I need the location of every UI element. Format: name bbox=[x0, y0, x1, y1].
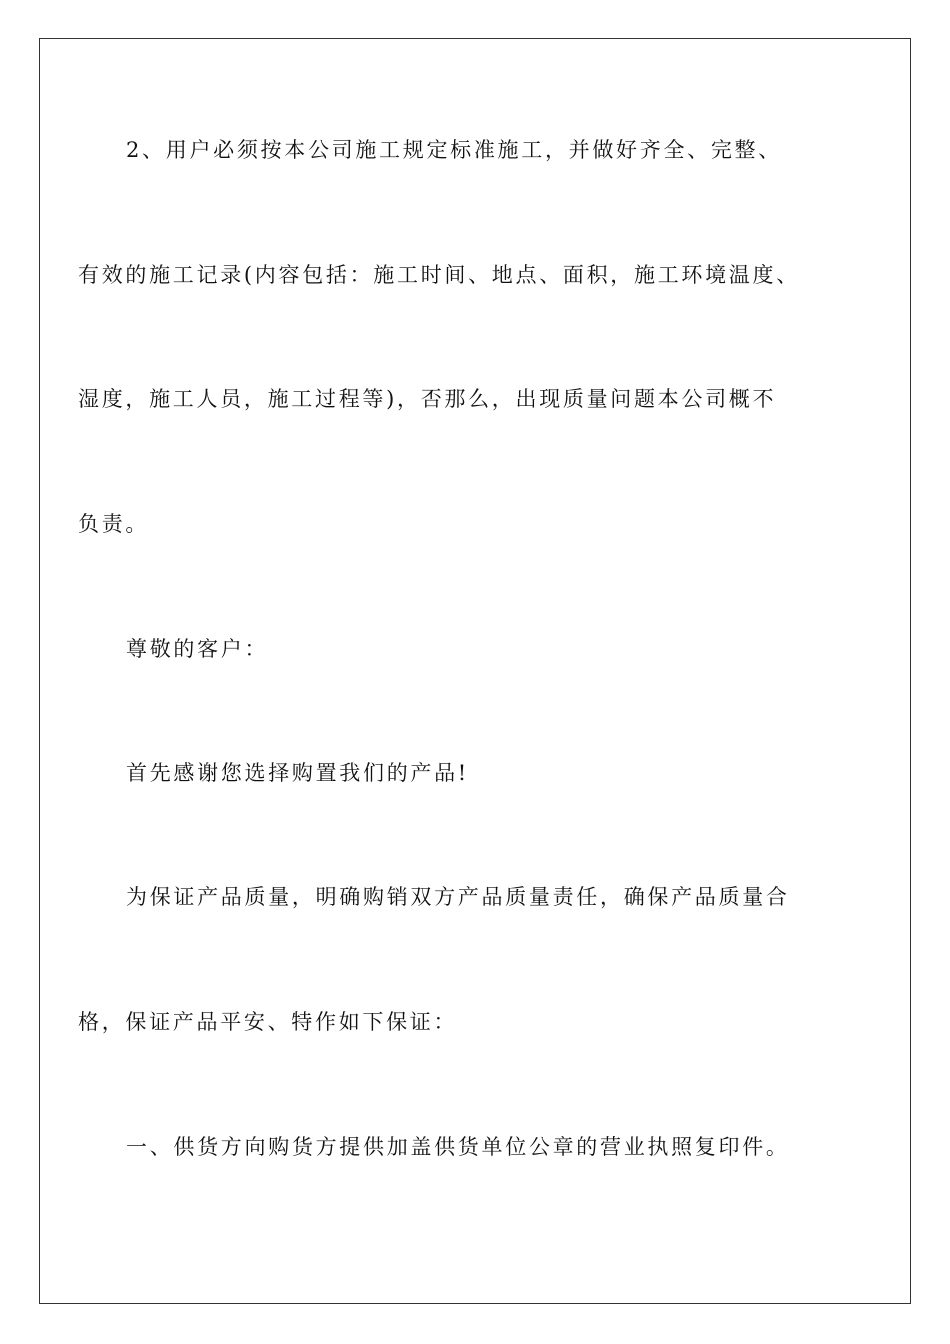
greeting-line: 尊敬的客户： bbox=[126, 637, 269, 661]
paragraph-4-line-2: 格，保证产品平安、特作如下保证： bbox=[78, 1010, 458, 1034]
paragraph-1-line-2: 有效的施工记录(内容包括：施工时间、地点、面积，施工环境温度、 bbox=[78, 263, 800, 287]
page-border bbox=[39, 38, 911, 1304]
paragraph-1-line-4: 负责。 bbox=[78, 512, 150, 536]
paragraph-1-line-1: 2、用户必须按本公司施工规定标准施工，并做好齐全、完整、 bbox=[126, 138, 782, 162]
paragraph-4-line-1: 为保证产品质量，明确购销双方产品质量责任，确保产品质量合 bbox=[126, 885, 790, 909]
paragraph-1-line-3: 湿度，施工人员，施工过程等)，否那么，出现质量问题本公司概不 bbox=[78, 387, 777, 411]
thanks-line: 首先感谢您选择购置我们的产品! bbox=[126, 761, 469, 785]
clause-1-line: 一、供货方向购货方提供加盖供货单位公章的营业执照复印件。 bbox=[126, 1135, 790, 1159]
